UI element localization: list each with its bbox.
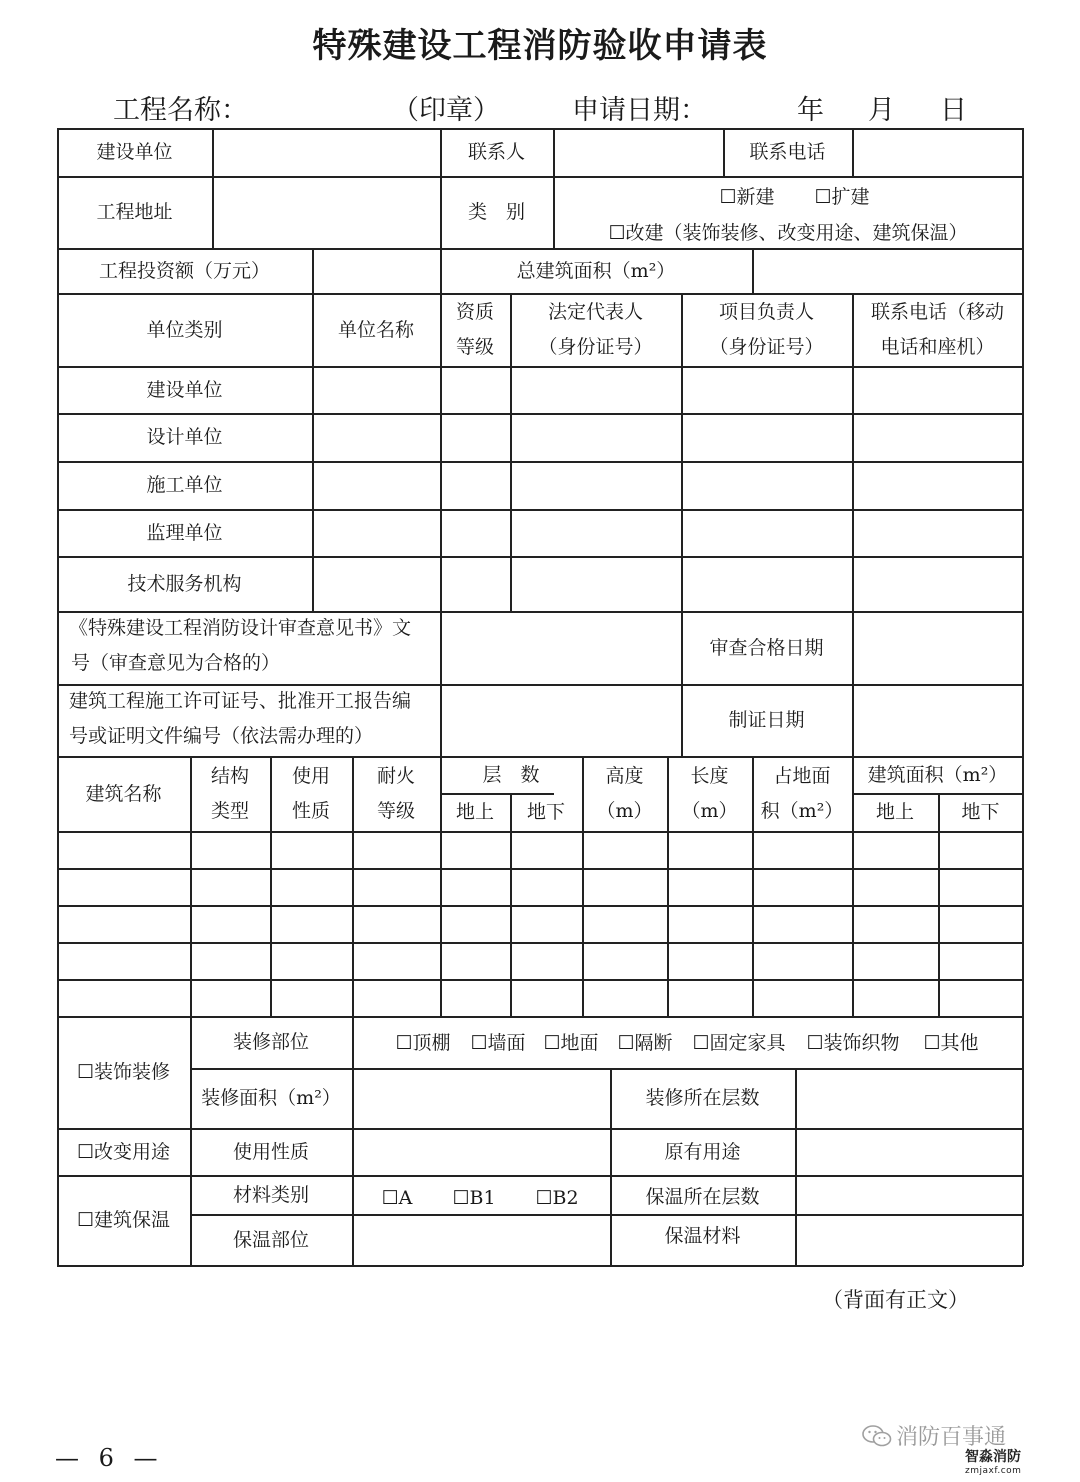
seal-label: （印章） [392,95,500,126]
decor-floor-checkbox[interactable]: ☐地面 [543,1032,599,1054]
project-manager-header: 项目负责人 （身份证号） [709,300,824,358]
permit-number-label: 建筑工程施工许可证号、批准开工报告编 号或证明文件编号（依法需办理的） [69,690,412,747]
contact-person-label: 联系人 [467,141,525,163]
decor-partition-checkbox[interactable]: ☐隔断 [617,1032,673,1054]
insulation-checkbox[interactable]: ☐建筑保温 [76,1209,171,1231]
structure-type-header: 结构 类型 [210,764,249,822]
insulation-material-label: 保温材料 [664,1225,741,1247]
decoration-checkbox[interactable]: ☐装饰装修 [76,1061,171,1083]
insulation-floor-label: 保温所在层数 [645,1186,760,1208]
rule [57,942,1023,944]
document-title: 特殊建设工程消防验收申请表 [312,26,768,66]
area-below-header: 地下 [961,801,1000,823]
apply-date-label: 申请日期： [572,95,707,126]
total-area-label: 总建筑面积（m²） [516,259,676,282]
footprint-header: 占地面 积（m²） [760,764,844,822]
material-type-label: 材料类别 [232,1183,309,1206]
contact-phone-label: 联系电话 [749,141,826,163]
logo-text: 智淼消防 [965,1449,1021,1465]
project-name-label: 工程名称： [113,95,248,126]
unit-construct-label: 施工单位 [146,474,223,496]
wechat-icon [862,1425,892,1447]
rule [752,248,754,293]
rule [212,128,214,248]
decoration-area-label: 装修面积（m²） [201,1087,341,1109]
rule [57,905,1023,907]
month-label: 月 [868,95,895,126]
builder-label: 建设单位 [96,141,173,163]
material-b1-checkbox[interactable]: ☐B1 [452,1187,496,1209]
year-label: 年 [797,95,824,126]
issue-date-label: 制证日期 [728,709,805,731]
decor-furniture-checkbox[interactable]: ☐固定家具 [692,1032,786,1054]
rule [553,128,555,248]
decoration-floor-label: 装修所在层数 [645,1087,760,1109]
watermark-text: 消防百事通 [896,1425,1007,1450]
unit-tech-label: 技术服务机构 [127,572,242,595]
qualification-header: 资质 等级 [455,300,494,358]
rule [795,1068,797,1265]
use-nature-label: 使用性质 [232,1140,309,1163]
building-name-header: 建筑名称 [85,782,162,805]
use-nature-header: 使用 性质 [291,764,330,822]
investment-label: 工程投资额（万元） [98,259,270,282]
application-form-table [57,128,1023,1266]
contact-phone-header: 联系电话（移动 电话和座机） [870,300,1004,358]
category-new-checkbox[interactable]: ☐新建 [719,186,775,208]
decor-other-checkbox[interactable]: ☐其他 [923,1032,979,1054]
floors-above-header: 地上 [455,801,494,823]
category-rebuild-checkbox[interactable]: ☐改建（装饰装修、改变用途、建筑保温） [608,222,968,244]
review-opinion-label: 《特殊建设工程消防设计审查意见书》文 号（审查意见为合格的） [69,617,412,674]
rule [852,128,854,176]
change-use-checkbox[interactable]: ☐改变用途 [76,1140,171,1163]
fire-rating-header: 耐火 等级 [376,764,415,822]
rule [57,868,1023,870]
decor-ceiling-checkbox[interactable]: ☐顶棚 [395,1032,451,1054]
decor-fabric-checkbox[interactable]: ☐装饰织物 [806,1032,900,1054]
rule [352,756,354,1265]
watermark [862,1420,1006,1451]
rule [57,1265,1023,1267]
legal-rep-header: 法定代表人 （身份证号） [538,300,653,358]
material-a-checkbox[interactable]: ☐A [381,1187,413,1209]
insulation-part-label: 保温部位 [232,1228,309,1251]
height-header: 高度 （m） [596,764,653,822]
length-header: 长度 （m） [681,764,738,822]
material-b2-checkbox[interactable]: ☐B2 [535,1187,579,1209]
decoration-part-label: 装修部位 [232,1031,309,1053]
category-label: 类 别 [467,201,525,223]
day-label: 日 [940,95,967,126]
original-use-label: 原有用途 [664,1140,741,1163]
page-number: — 6 — [55,1444,164,1472]
unit-design-label: 设计单位 [146,426,223,448]
floors-header: 层 数 [482,763,540,786]
floors-below-header: 地下 [526,801,565,823]
logo-url: zmjaxf.com [965,1466,1022,1476]
rule [57,979,1023,981]
unit-name-header: 单位名称 [337,318,414,341]
building-area-header: 建筑面积（m²） [867,763,1008,786]
category-expand-checkbox[interactable]: ☐扩建 [814,186,870,208]
decor-wall-checkbox[interactable]: ☐墙面 [470,1032,526,1054]
rule [57,831,1023,833]
review-date-label: 审查合格日期 [709,636,824,659]
back-side-note: （背面有正文） [822,1288,969,1312]
project-address-label: 工程地址 [96,201,173,223]
brand-logo [965,1450,1021,1478]
unit-supervise-label: 监理单位 [146,521,223,544]
area-above-header: 地上 [875,801,914,823]
unit-build-label: 建设单位 [146,378,223,401]
unit-type-header: 单位类别 [146,318,223,341]
